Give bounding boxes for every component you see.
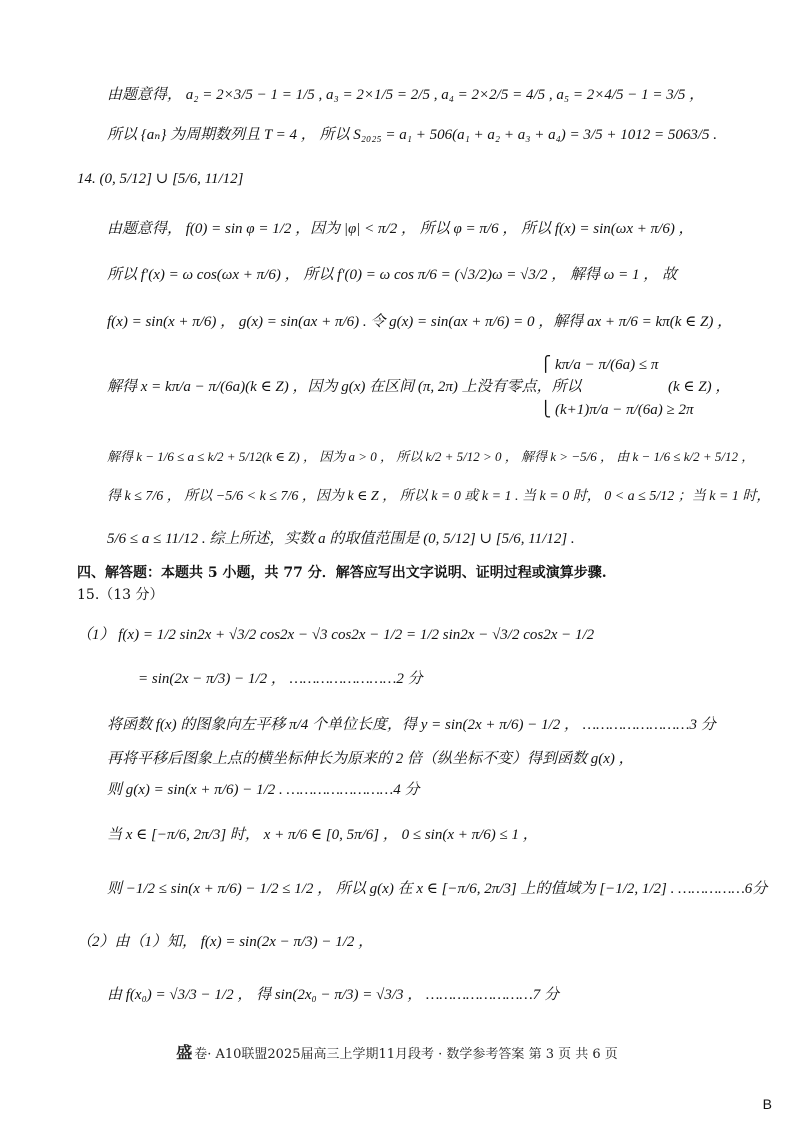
text-line-l11: 得 k ≤ 7/6 ， 所以 −5/6 < k ≤ 7/6 ，因为 k ∈ Z ， 所以 k = 0 或 k = 1 . 当 k = 0 时， 0 < a ≤ 5/12 ；当 k = 1 时， — [107, 489, 771, 504]
text-line-l1: 由题意得， a₂ = 2×3/5 − 1 = 1/5 , a₃ = 2×1/5 = 2/5 , a₄ = 2×2/5 = 4/5 , a₅ = 2×4/5 − 1 = 3/5 ， — [107, 87, 705, 103]
text-line-l8b: (k ∈ Z) ， — [668, 379, 731, 395]
text-line-l21: 则 −1/2 ≤ sin(x + π/6) − 1/2 ≤ 1/2 ， 所以 g(x) 在 x ∈ [−π/6, 2π/3] 上的值域为 [−1/2, 1/2] . ……………6分 — [107, 881, 768, 897]
footer-text: 卷· A10联盟2025届高三上学期11月段考 · 数学参考答案 第 3 页 共 6 页 — [194, 1047, 618, 1062]
logo-mark: 盛 — [176, 1043, 193, 1062]
text-line-l10: 解得 k − 1/6 ≤ a ≤ k/2 + 5/12(k ∈ Z) ， 因为 a > 0 ， 所以 k/2 + 5/12 > 0 ， 解得 k > −5/6 ， 由 k − 1/6 ≤ k/2 + 5/12 ， — [107, 449, 755, 464]
text-line-l20: 当 x ∈ [−π/6, 2π/3] 时， x + π/6 ∈ [0, 5π/6] ， 0 ≤ sin(x + π/6) ≤ 1 ， — [107, 827, 538, 843]
text-line-l7: ⎧ kπ/a − π/(6a) ≤ π — [540, 357, 659, 373]
text-line-l23: 由 f(x₀) = √3/3 − 1/2 ， 得 sin(2x₀ − π/3) = √3/3 ， ……………………7 分 — [107, 987, 559, 1003]
text-line-l5: 所以 f′(x) = ω cos(ωx + π/6) ， 所以 f′(0) = ω cos π/6 = (√3/2)ω = √3/2 ， 解得 ω = 1 ， 故 — [107, 267, 678, 283]
text-line-l16: = sin(2x − π/3) − 1/2 ， ……………………2 分 — [138, 671, 423, 687]
text-line-l2: 所以 {aₙ} 为周期数列且 T = 4 ， 所以 S₂₀₂₅ = a₁ + 506(a₁ + a₂ + a₃ + a₄) = 3/5 + 1012 = 5063/5 . — [107, 127, 718, 143]
text-line-l12: 5/6 ≤ a ≤ 11/12 . 综上所述，实数 a 的取值范围是 (0, 5/12] ∪ [5/6, 11/12] . — [107, 531, 575, 547]
text-line-l17: 将函数 f(x) 的图象向左平移 π/4 个单位长度，得 y = sin(2x + π/6) − 1/2 ， ……………………3 分 — [107, 717, 716, 733]
text-line-l19: 则 g(x) = sin(x + π/6) − 1/2 . ……………………4 分 — [107, 782, 420, 798]
page-footer — [0, 1040, 794, 1063]
text-line-l18: 再将平移后图象上点的横坐标伸长为原来的 2 倍（纵坐标不变）得到函数 g(x) ， — [107, 751, 634, 767]
text-line-l3: 14. (0, 5/12] ∪ [5/6, 11/12] — [77, 171, 244, 187]
text-line-l9: ⎩ (k+1)π/a − π/(6a) ≥ 2π — [540, 402, 694, 418]
text-line-l14: 15.（13 分） — [77, 587, 164, 603]
text-line-l22: （2）由（1）知， f(x) = sin(2x − π/3) − 1/2 ， — [77, 934, 374, 950]
text-line-l8: 解得 x = kπ/a − π/(6a)(k ∈ Z) ，因为 g(x) 在区间 (π, 2π) 上没有零点，所以 — [107, 379, 582, 395]
text-line-l4: 由题意得， f(0) = sin φ = 1/2 ，因为 |φ| < π/2 ， 所以 φ = π/6 ， 所以 f(x) = sin(ωx + π/6) ， — [107, 221, 694, 237]
corner-mark: B — [762, 1096, 772, 1112]
text-line-l15: （1） f(x) = 1/2 sin2x + √3/2 cos2x − √3 cos2x − 1/2 = 1/2 sin2x − √3/2 cos2x − 1/2 — [77, 627, 595, 643]
text-line-l13: 四、解答题：本题共 5 小题，共 77 分．解答应写出文字说明、证明过程或演算步骤. — [77, 565, 607, 581]
text-line-l6: f(x) = sin(x + π/6) ， g(x) = sin(ax + π/6) . 令 g(x) = sin(ax + π/6) = 0 ，解得 ax + π/6 = kπ(k ∈ Z) ， — [107, 314, 733, 330]
